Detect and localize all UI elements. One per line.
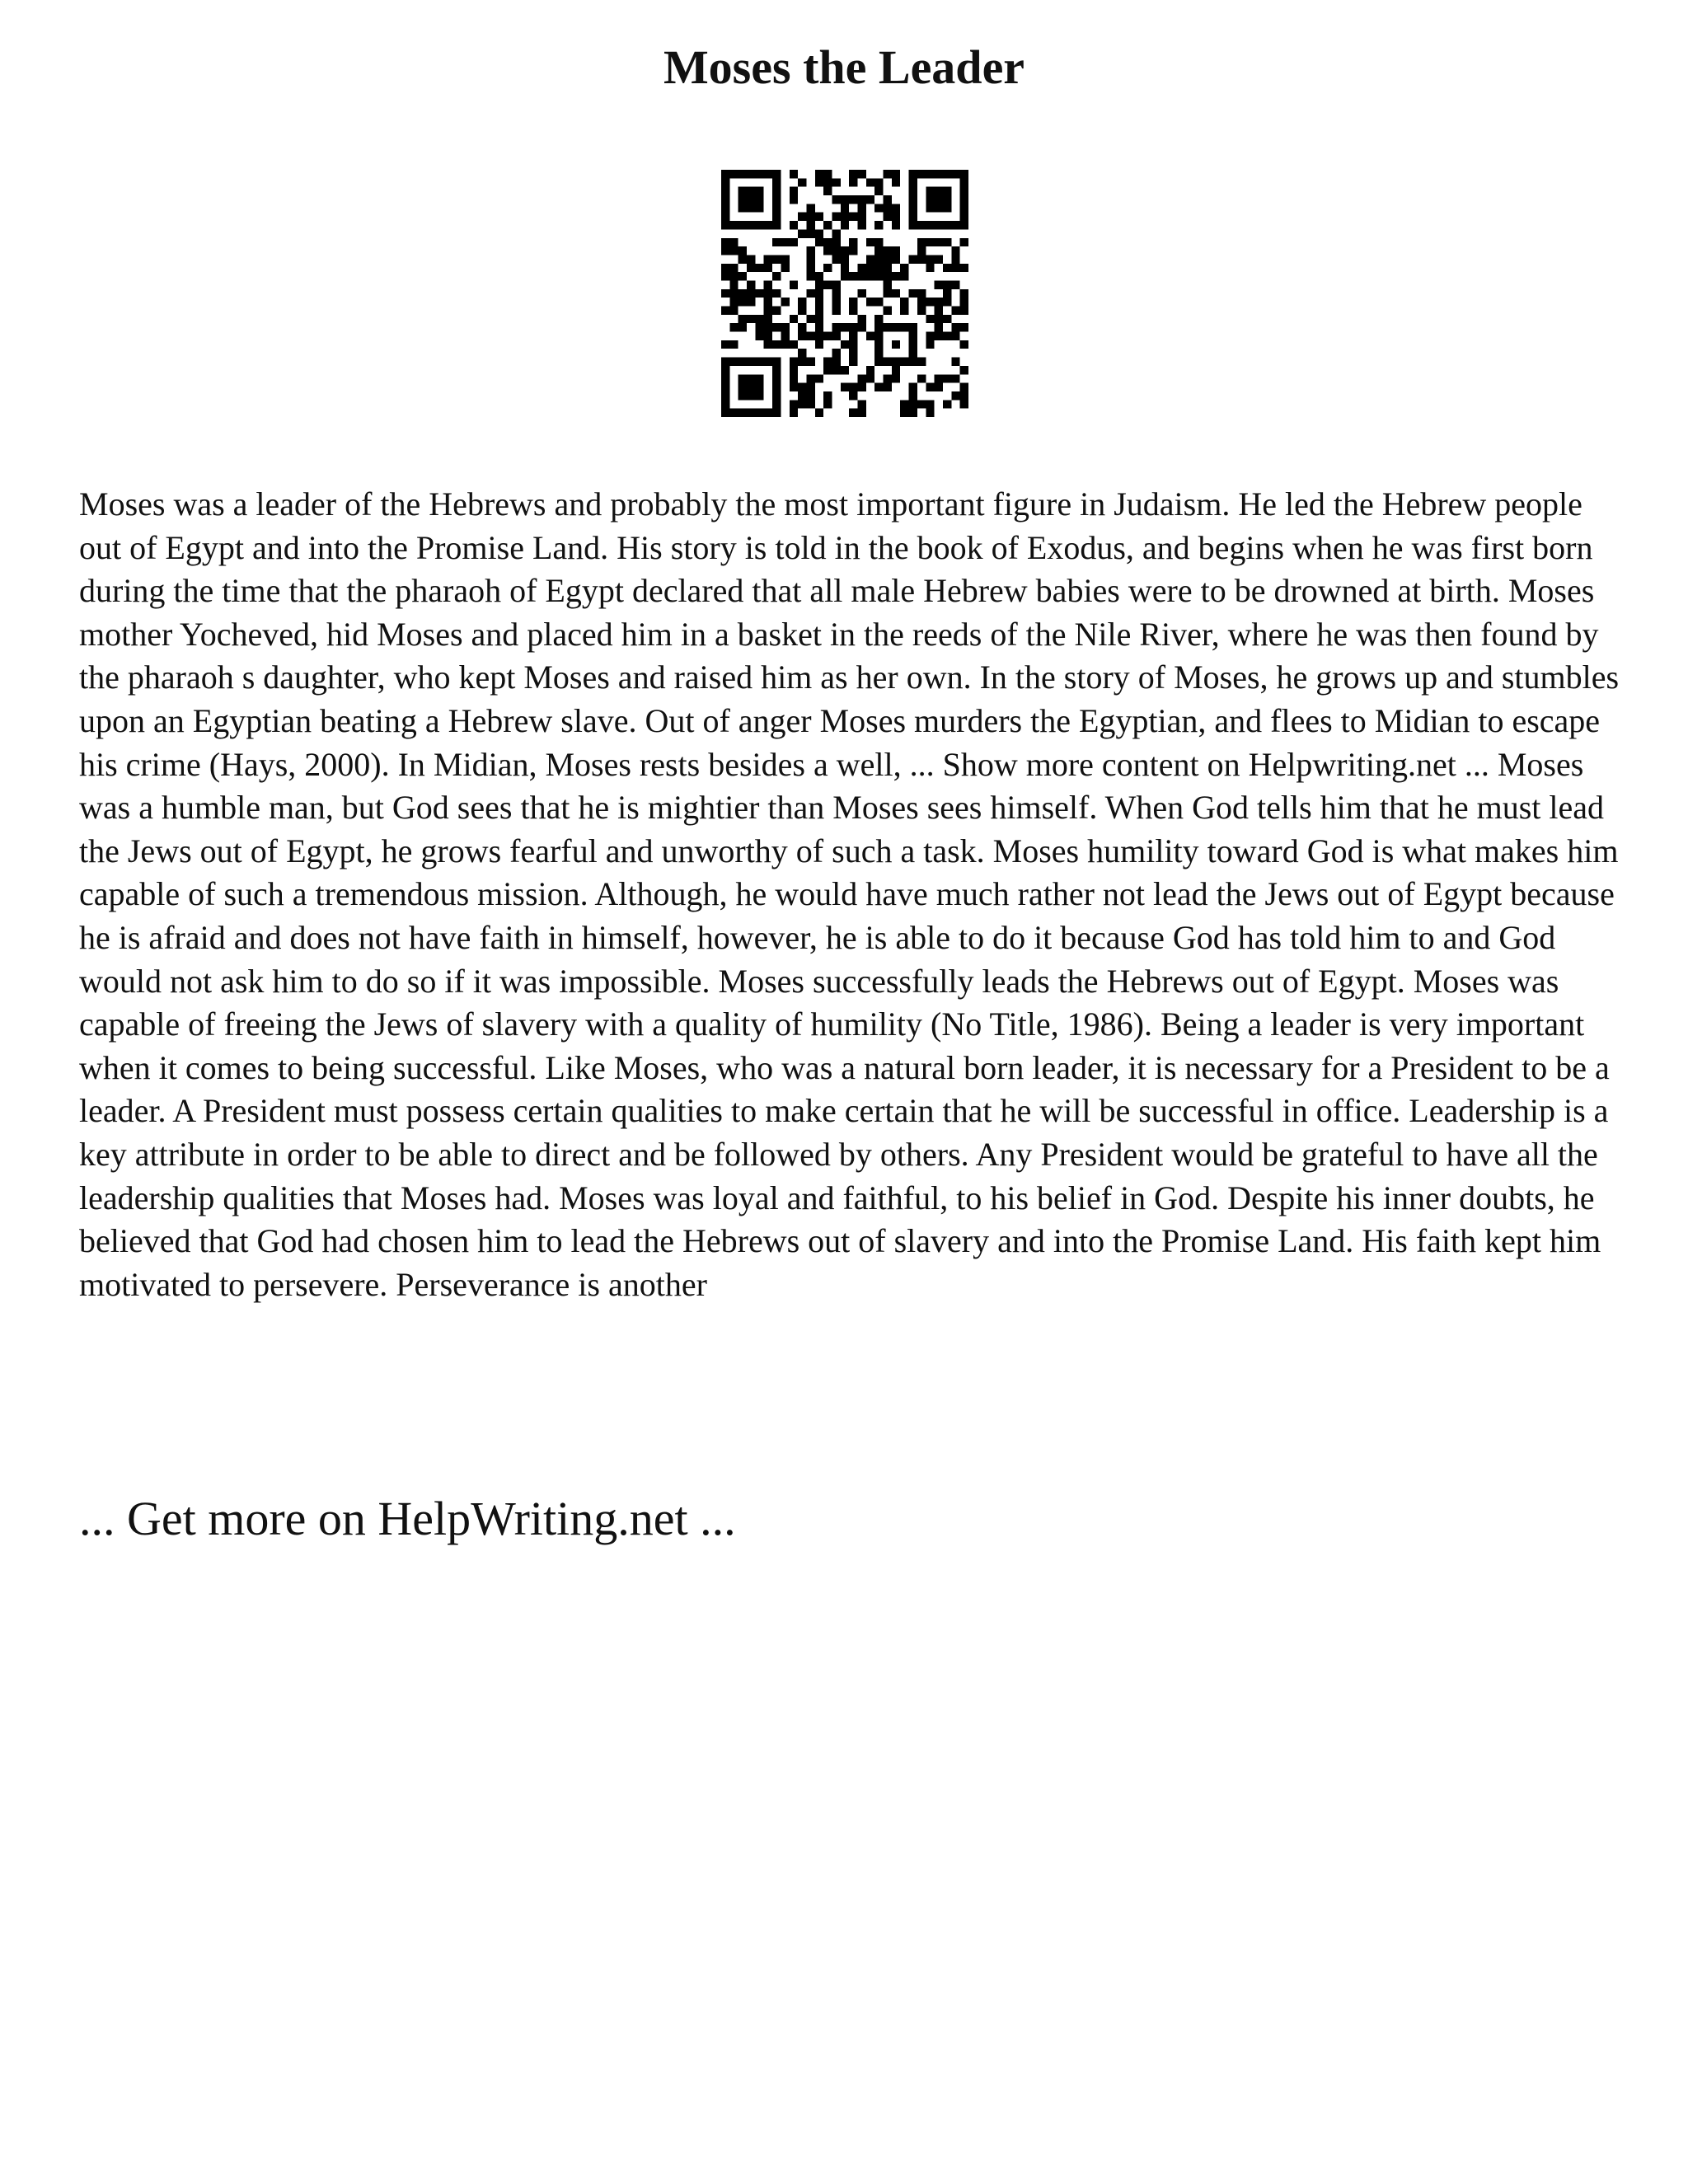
article-body: Moses was a leader of the Hebrews and probably the most important figure in Judaism. He led the Hebrew people out of Egypt and into the Promise Land. His story is told in the book of Exodus, and begins when he was first born during the time that the pharaoh of Egypt declared that all male Hebrew babies were to be drowned at birth. Moses mother Yocheved, hid Moses and placed him in a basket in the reeds of the Nile River, where he was then found by the pharaoh s daughter, who kept Moses and raised him as her own. In the story of Moses, he grows up and stumbles upon an Egyptian beating a Hebrew slave. Out of anger Moses murders the Egyptian, and flees to Midian to escape his crime (Hays, 2000). In Midian, Moses rests besides a well, ... Show more content on Helpwriting.net ... Moses was a humble man, but God sees that he is mightier than Moses sees himself. When God tells him that he must lead the Jews out of Egypt, he grows fearful and unworthy of such a task. Moses humility toward God is what makes him capable of such a tremendous mission. Although, he would have much rather not lead the Jews out of Egypt because he is afraid and does not have faith in himself, however, he is able to do it because God has told him to and God would not ask him to do so if it was impossible. Moses successfully leads the Hebrews out of Egypt. Moses was capable of freeing the Jews of slavery with a quality of humility (No Title, 1986). Being a leader is very important when it comes to being successful. Like Moses, who was a natural born leader, it is necessary for a President to be a leader. A President must possess certain qualities to make certain that he will be successful in office. Leadership is a key attribute in order to be able to direct and be followed by others. Any President would be grateful to have all the leadership qualities that Moses had. Moses was loyal and faithful, to his belief in God. Despite his inner doubts, he believed that God had chosen him to lead the Hebrews out of slavery and into the Promise Land. His faith kept him motivated to persevere. Perseverance is another: [79, 485, 1620, 1303]
document-title: Moses the Leader: [663, 40, 1025, 94]
get-more-link[interactable]: ... Get more on HelpWriting.net ...: [79, 1492, 736, 1545]
qr-code-icon: [721, 170, 968, 417]
